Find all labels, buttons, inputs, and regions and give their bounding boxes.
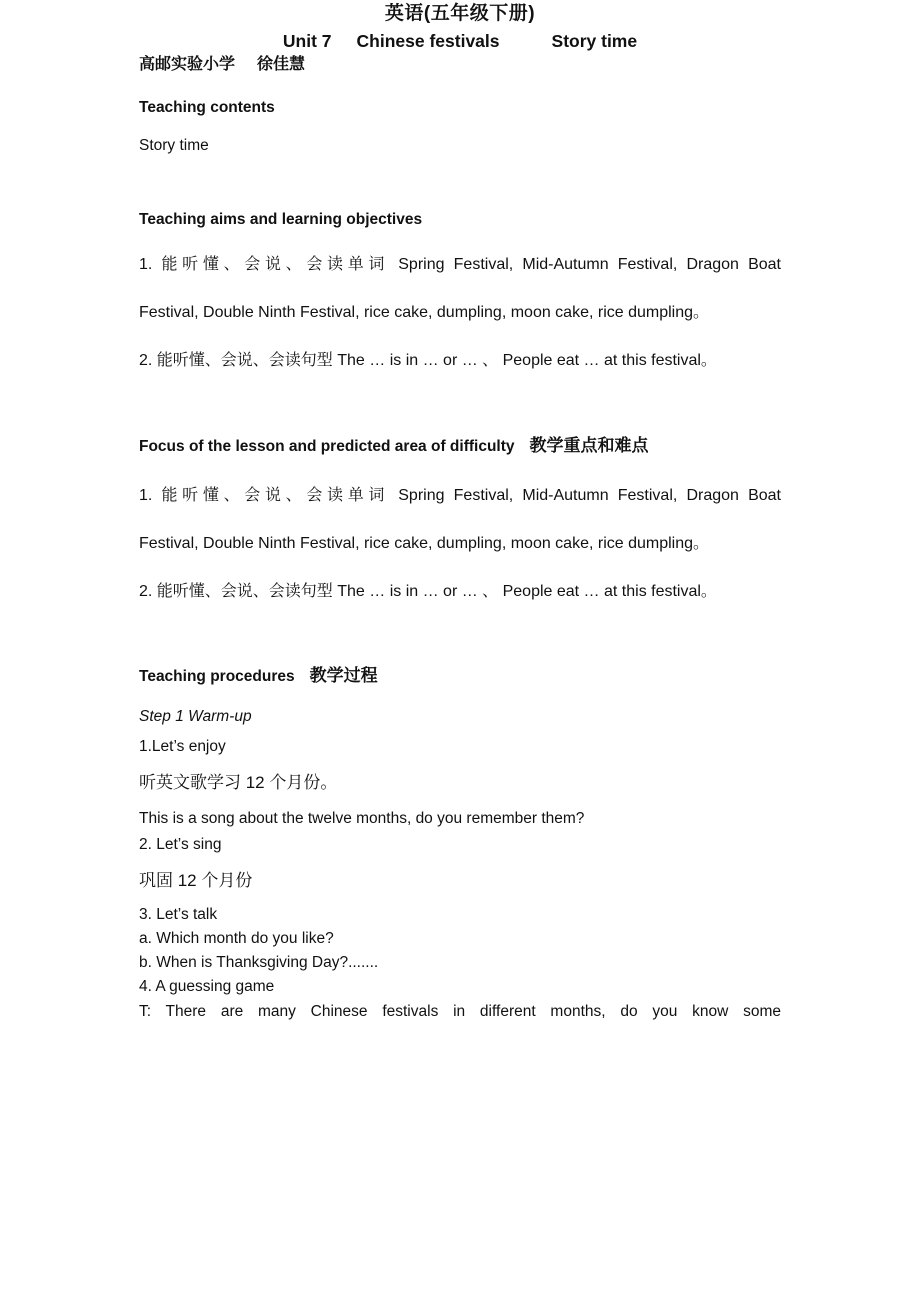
warmup-item-1-en-note: This is a song about the twelve months, do you remember them?	[139, 810, 585, 827]
teaching-contents-body: Story time	[139, 137, 209, 154]
aims-item-1-line-2: Festival, Double Ninth Festival, rice cake, dumpling, moon cake, rice dumpling。	[139, 304, 710, 321]
warmup-item-2-zh-note: 巩固 12 个月份	[139, 871, 253, 890]
warmup-item-4-label: 4. A guessing game	[139, 978, 275, 995]
heading-focus	[139, 434, 781, 459]
unit-title	[139, 28, 781, 54]
focus-item-1-line-2: Festival, Double Ninth Festival, rice cake, dumpling, moon cake, rice dumpling。	[139, 535, 710, 552]
heading-procedures-en: Teaching procedures	[139, 668, 295, 685]
step-1-title: Step 1 Warm-up	[139, 708, 252, 725]
byline	[139, 54, 781, 76]
heading-teaching-procedures	[139, 664, 781, 689]
aims-item-2: 2. 能听懂、会说、会读句型 The … is in … or … 、 People eat … at this festival。	[139, 352, 717, 369]
warmup-item-1-label: 1.Let’s enjoy	[139, 738, 226, 755]
warmup-item-3-question-b: b. When is Thanksgiving Day?.......	[139, 954, 379, 971]
heading-teaching-aims: Teaching aims and learning objectives	[139, 211, 423, 228]
school-name: 高邮实验小学	[139, 56, 236, 73]
heading-focus-en: Focus of the lesson and predicted area of difficulty	[139, 438, 515, 455]
heading-teaching-contents: Teaching contents	[139, 99, 275, 116]
focus-item-1-line-1: 1. 能听懂、会说、会读单词 Spring Festival, Mid-Autumn Festival, Dragon Boat	[139, 487, 781, 504]
heading-procedures-zh: 教学过程	[309, 666, 378, 685]
aims-item-1-line-1: 1. 能听懂、会说、会读单词 Spring Festival, Mid-Autumn Festival, Dragon Boat	[139, 256, 781, 273]
doc-title: 英语(五年级下册)	[384, 3, 536, 24]
warmup-item-1-zh-note: 听英文歌学习 12 个月份。	[139, 773, 338, 792]
warmup-item-3-question-a: a. Which month do you like?	[139, 930, 334, 947]
warmup-item-4-teacher-line: T: There are many Chinese festivals in different months, do you know some	[139, 1003, 781, 1020]
unit-name: Chinese festivals	[356, 31, 500, 51]
heading-focus-zh: 教学重点和难点	[529, 436, 649, 455]
unit-section-name: Story time	[551, 31, 638, 51]
teacher-name: 徐佳慧	[257, 56, 306, 73]
warmup-item-2-label: 2. Let’s sing	[139, 836, 222, 853]
unit-number: Unit 7	[282, 31, 332, 51]
warmup-item-3-label: 3. Let’s talk	[139, 906, 218, 923]
focus-item-2: 2. 能听懂、会说、会读句型 The … is in … or … 、 People eat … at this festival。	[139, 583, 717, 600]
